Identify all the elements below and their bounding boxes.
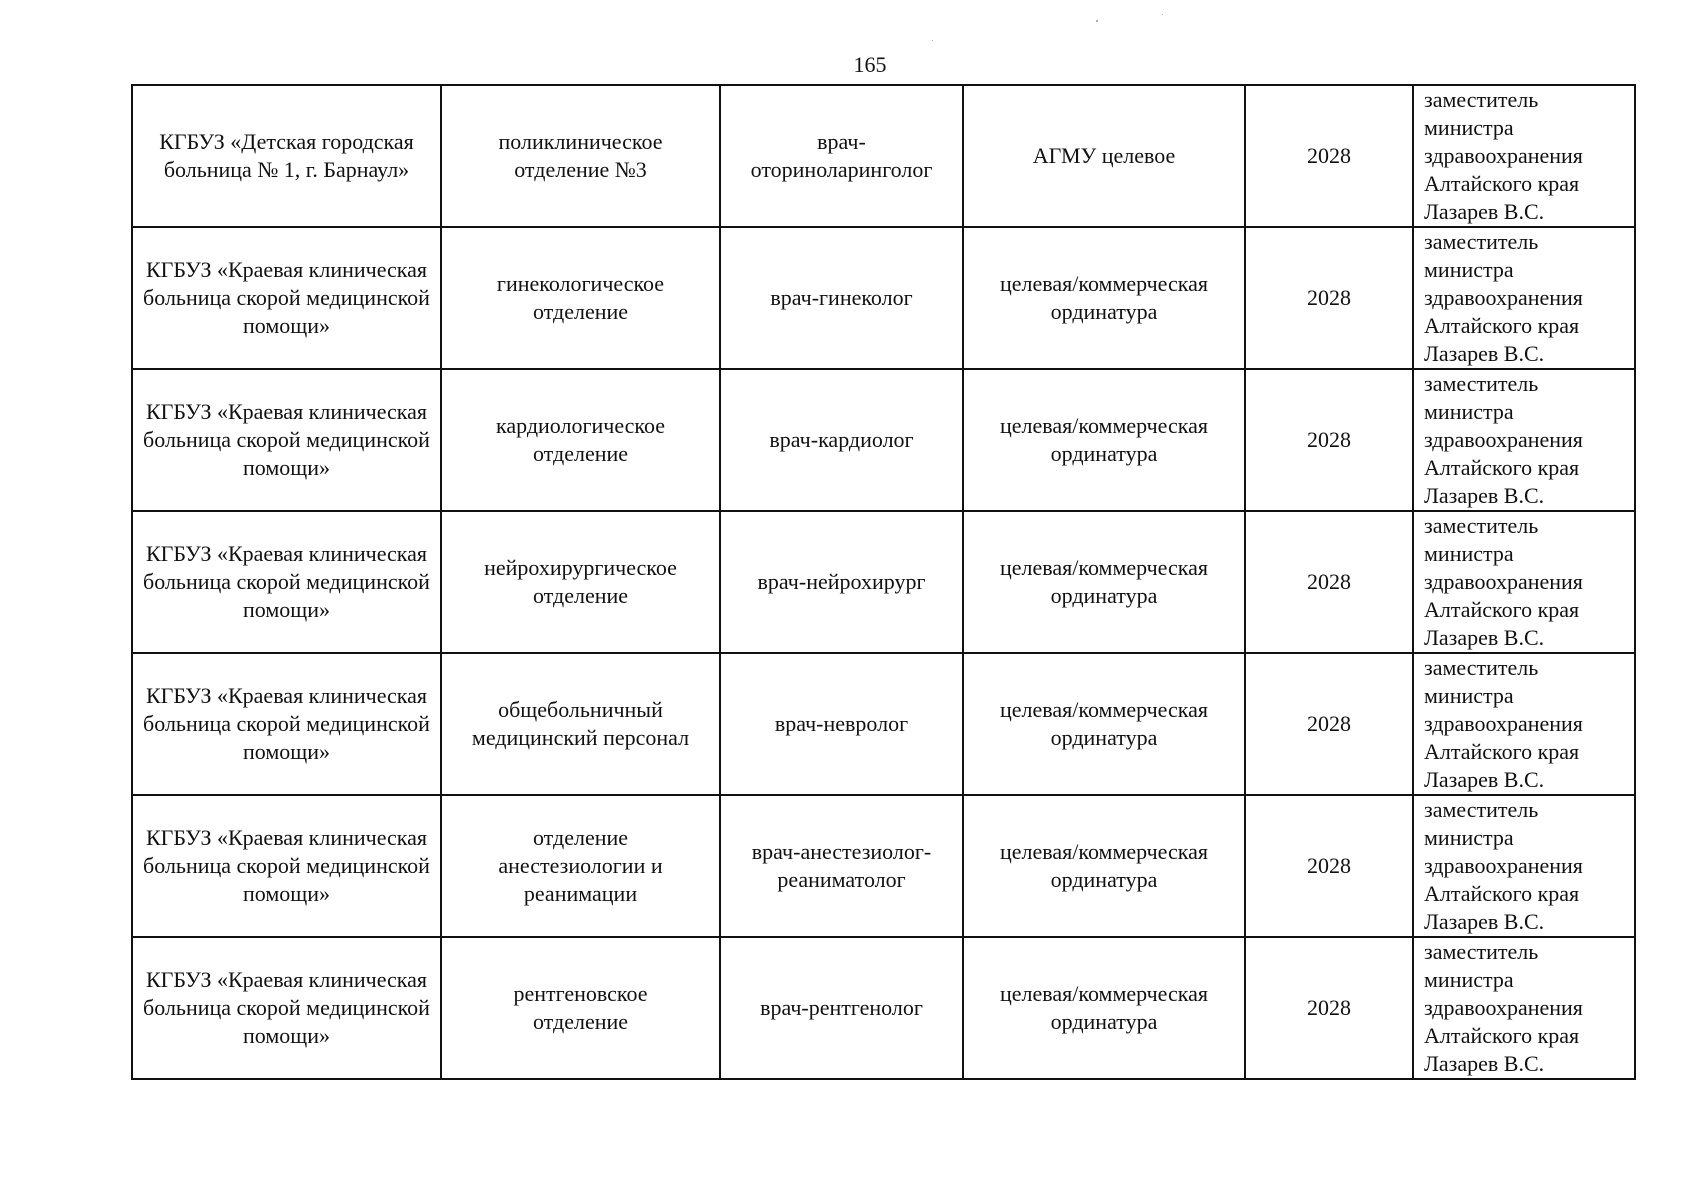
responsible-cell: заместитель министра здравоохранения Алтайского края Лазарев В.С. <box>1413 369 1635 511</box>
training-cell: целевая/коммерческая ординатура <box>963 653 1245 795</box>
table-row <box>132 369 1635 511</box>
responsible-cell: заместитель министра здравоохранения Алтайского края Лазарев В.С. <box>1413 937 1635 1079</box>
department-cell: нейрохирургическое отделение <box>441 511 720 653</box>
organization-cell: КГБУЗ «Краевая клиническая больница скорой медицинской помощи» <box>132 653 441 795</box>
organization-cell: КГБУЗ «Краевая клиническая больница скорой медицинской помощи» <box>132 227 441 369</box>
training-cell: целевая/коммерческая ординатура <box>963 227 1245 369</box>
training-cell: целевая/коммерческая ординатура <box>963 511 1245 653</box>
scan-speck <box>932 40 933 41</box>
year-cell: 2028 <box>1245 795 1413 937</box>
scan-speck <box>1162 14 1163 15</box>
position-cell: врач-анестезиолог- реаниматолог <box>720 795 963 937</box>
position-cell: врач-рентгенолог <box>720 937 963 1079</box>
organization-cell: КГБУЗ «Краевая клиническая больница скорой медицинской помощи» <box>132 369 441 511</box>
department-cell: гинекологическое отделение <box>441 227 720 369</box>
year-cell: 2028 <box>1245 937 1413 1079</box>
responsible-cell: заместитель министра здравоохранения Алтайского края Лазарев В.С. <box>1413 85 1635 227</box>
organization-cell: КГБУЗ «Краевая клиническая больница скорой медицинской помощи» <box>132 511 441 653</box>
position-cell: врач-кардиолог <box>720 369 963 511</box>
table-row <box>132 653 1635 795</box>
responsible-cell: заместитель министра здравоохранения Алтайского края Лазарев В.С. <box>1413 795 1635 937</box>
position-cell: врач-гинеколог <box>720 227 963 369</box>
training-cell: целевая/коммерческая ординатура <box>963 369 1245 511</box>
position-cell: врач- оториноларинголог <box>720 85 963 227</box>
year-cell: 2028 <box>1245 85 1413 227</box>
responsible-cell: заместитель министра здравоохранения Алтайского края Лазарев В.С. <box>1413 227 1635 369</box>
table-row <box>132 937 1635 1079</box>
year-cell: 2028 <box>1245 511 1413 653</box>
department-cell: кардиологическое отделение <box>441 369 720 511</box>
organization-cell: КГБУЗ «Краевая клиническая больница скорой медицинской помощи» <box>132 937 441 1079</box>
year-cell: 2028 <box>1245 227 1413 369</box>
page-number: 165 <box>853 52 887 77</box>
department-cell: рентгеновское отделение <box>441 937 720 1079</box>
responsible-cell: заместитель министра здравоохранения Алтайского края Лазарев В.С. <box>1413 511 1635 653</box>
department-cell: общебольничный медицинский персонал <box>441 653 720 795</box>
table-row <box>132 227 1635 369</box>
table-row <box>132 511 1635 653</box>
training-cell: целевая/коммерческая ординатура <box>963 937 1245 1079</box>
staffing-table <box>131 84 1636 1080</box>
year-cell: 2028 <box>1245 653 1413 795</box>
table-row <box>132 85 1635 227</box>
year-cell: 2028 <box>1245 369 1413 511</box>
position-cell: врач-невролог <box>720 653 963 795</box>
table-row <box>132 795 1635 937</box>
organization-cell: КГБУЗ «Краевая клиническая больница скорой медицинской помощи» <box>132 795 441 937</box>
scan-speck <box>1096 20 1098 22</box>
training-cell: АГМУ целевое <box>963 85 1245 227</box>
responsible-cell: заместитель министра здравоохранения Алтайского края Лазарев В.С. <box>1413 653 1635 795</box>
position-cell: врач-нейрохирург <box>720 511 963 653</box>
department-cell: поликлиническое отделение №3 <box>441 85 720 227</box>
organization-cell: КГБУЗ «Детская городская больница № 1, г. Барнаул» <box>132 85 441 227</box>
training-cell: целевая/коммерческая ординатура <box>963 795 1245 937</box>
department-cell: отделение анестезиологии и реанимации <box>441 795 720 937</box>
